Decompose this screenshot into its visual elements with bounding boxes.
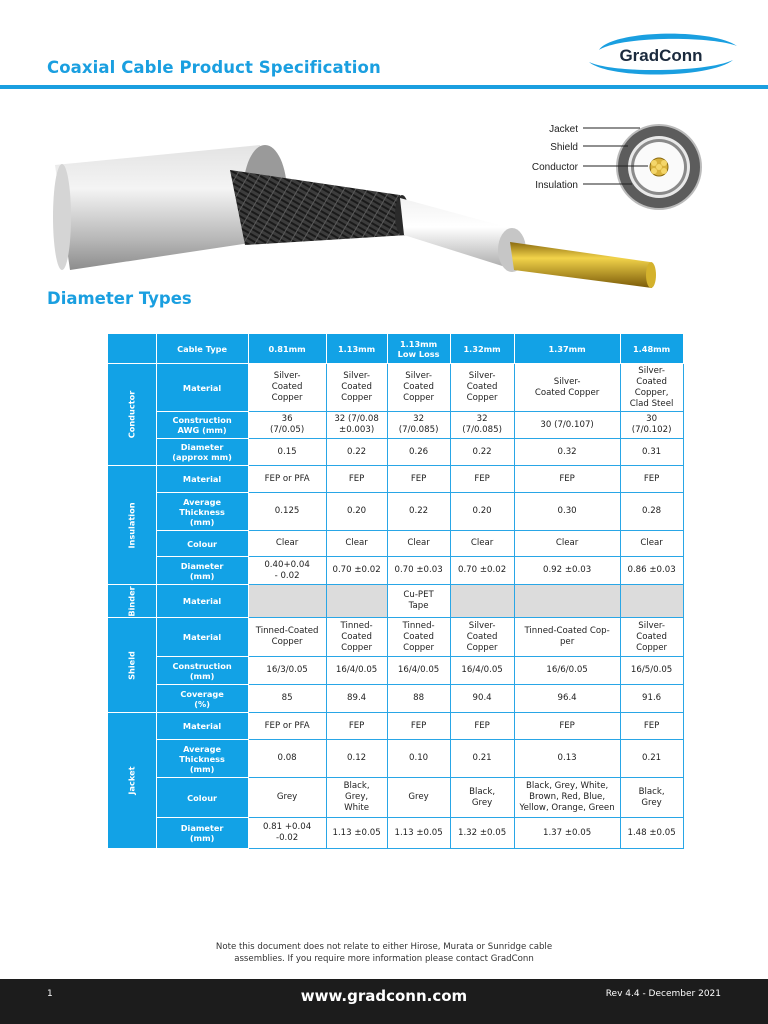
header-rule [0,85,768,89]
group-label-text: Jacket [126,766,137,795]
table-row [108,778,684,818]
table-cell: 89.4 [326,685,387,713]
table-cell: 0.70 ±0.02 [450,557,514,585]
label-insulation: Insulation [535,180,578,191]
table-cell: 1.13 ±0.05 [326,818,387,849]
table-cell: 0.15 [248,439,326,466]
table-cell: Silver- Coated Copper [620,618,683,657]
table-cell: Clear [248,531,326,557]
table-row [108,713,684,740]
table-cell: Silver- Coated Copper [387,364,450,412]
table-row [108,439,684,466]
row-label: Coverage (%) [156,685,248,713]
table-cell: 90.4 [450,685,514,713]
table-cell: 0.30 [514,493,620,531]
table-cell: FEP or PFA [248,713,326,740]
table-cell: Black, Grey [450,778,514,818]
table-cell: FEP [620,713,683,740]
table-cell: Grey [248,778,326,818]
table-cell: 1.37 ±0.05 [514,818,620,849]
group-label-shield [108,618,157,713]
row-label: Material [156,466,248,493]
table-cell: Clear [326,531,387,557]
table-cell: 0.125 [248,493,326,531]
group-label-text: Binder [126,585,137,617]
table-cell [450,585,514,618]
table-cell: Tinned- Coated Copper [326,618,387,657]
table-header-row [108,334,684,364]
header-col: 1.32mm [450,334,514,364]
table-cell: 85 [248,685,326,713]
table-cell: FEP [450,466,514,493]
group-label-text: Conductor [126,390,137,439]
table-cell: 1.48 ±0.05 [620,818,683,849]
table-row [108,364,684,412]
table-cell: Grey [387,778,450,818]
table-cell [326,585,387,618]
group-label-binder [108,585,157,618]
table-row [108,466,684,493]
diameter-spec-table [107,333,684,849]
table-cell: FEP [450,713,514,740]
header-col: 1.48mm [620,334,683,364]
table-cell [248,585,326,618]
row-label: Diameter (mm) [156,557,248,585]
table-cell: 36 (7/0.05) [248,412,326,439]
table-cell: Black, Grey, White [326,778,387,818]
table-cell: 96.4 [514,685,620,713]
header-corner [108,334,157,364]
group-label-text: Shield [126,650,137,680]
table-row [108,412,684,439]
table-cell [514,585,620,618]
table-cell: 16/3/0.05 [248,657,326,685]
table-cell: Silver- Coated Copper, Clad Steel [620,364,683,412]
row-label: Average Thickness (mm) [156,493,248,531]
website-link[interactable]: www.gradconn.com [300,987,468,1005]
table-cell: Tinned-Coated Copper [248,618,326,657]
footer-bar [0,979,768,1024]
table-cell: FEP [514,466,620,493]
row-label: Material [156,713,248,740]
table-cell: 1.32 ±0.05 [450,818,514,849]
label-conductor: Conductor [531,162,578,173]
table-cell: FEP or PFA [248,466,326,493]
document-title: Coaxial Cable Product Specification [47,58,381,77]
table-cell: 0.92 ±0.03 [514,557,620,585]
table-cell: 1.13 ±0.05 [387,818,450,849]
row-label: Material [156,585,248,618]
row-label: Construction AWG (mm) [156,412,248,439]
row-label: Diameter (mm) [156,818,248,849]
table-cell: Cu-PET Tape [387,585,450,618]
cable-illustration [40,110,740,300]
table-cell: 30 (7/0.102) [620,412,683,439]
table-row [108,557,684,585]
table-cell: 91.6 [620,685,683,713]
table-cell: Clear [620,531,683,557]
table-row [108,618,684,657]
table-cell: 16/4/0.05 [387,657,450,685]
table-cell: 0.26 [387,439,450,466]
logo-text: GradConn [619,46,703,65]
table-cell [620,585,683,618]
header-col: 1.13mm [326,334,387,364]
table-cell: 30 (7/0.107) [514,412,620,439]
row-label: Colour [156,531,248,557]
table-cell: Clear [514,531,620,557]
table-cell: 32 (7/0.085) [387,412,450,439]
header-cable-type: Cable Type [156,334,248,364]
table-cell: 0.20 [450,493,514,531]
table-cell: FEP [387,466,450,493]
table-cell: Tinned- Coated Copper [387,618,450,657]
table-cell: Silver- Coated Copper [450,364,514,412]
table-cell: 0.22 [326,439,387,466]
table-cell: Silver- Coated Copper [248,364,326,412]
table-cell: 0.08 [248,740,326,778]
label-jacket: Jacket [549,124,578,135]
group-label-jacket [108,713,157,849]
table-cell: FEP [514,713,620,740]
table-cell: Clear [450,531,514,557]
table-cell: FEP [326,713,387,740]
table-cell: Silver- Coated Copper [514,364,620,412]
table-cell: Silver- Coated Copper [326,364,387,412]
page-number: 1 [47,989,53,999]
table-row [108,657,684,685]
group-label-conductor [108,364,157,466]
row-label: Diameter (approx mm) [156,439,248,466]
disclaimer-note: Note this document does not relate to either Hirose, Murata or Sunridge cable assemblies. If you require more information please contact GradConn [215,942,553,964]
table-cell: 0.32 [514,439,620,466]
table-cell: Black, Grey [620,778,683,818]
row-label: Construction (mm) [156,657,248,685]
table-cell: Clear [387,531,450,557]
table-cell: FEP [620,466,683,493]
table-row [108,740,684,778]
table-cell: 0.40+0.04 - 0.02 [248,557,326,585]
table-cell: 0.81 +0.04 -0.02 [248,818,326,849]
table-cell: 16/4/0.05 [450,657,514,685]
table-row [108,818,684,849]
table-row [108,493,684,531]
section-title: Diameter Types [47,289,192,308]
group-label-insulation [108,466,157,585]
table-cell: Black, Grey, White, Brown, Red, Blue, Yellow, Orange, Green [514,778,620,818]
table-cell: 32 (7/0.085) [450,412,514,439]
group-label-text: Insulation [126,501,137,549]
table-cell: 0.22 [450,439,514,466]
table-cell: 16/4/0.05 [326,657,387,685]
label-shield: Shield [550,142,578,153]
table-cell: 0.21 [620,740,683,778]
table-row [108,531,684,557]
table-row [108,585,684,618]
table-cell: 0.21 [450,740,514,778]
table-cell: 0.10 [387,740,450,778]
table-cell: 0.22 [387,493,450,531]
table-cell: FEP [387,713,450,740]
table-cell: 0.28 [620,493,683,531]
row-label: Average Thickness (mm) [156,740,248,778]
table-cell: 16/5/0.05 [620,657,683,685]
table-cell: 0.31 [620,439,683,466]
gradconn-logo [581,28,741,80]
table-cell: 0.12 [326,740,387,778]
table-cell: FEP [326,466,387,493]
table-cell: 16/6/0.05 [514,657,620,685]
table-cell: 88 [387,685,450,713]
table-row [108,685,684,713]
table-cell: 32 (7/0.08 ±0.003) [326,412,387,439]
table-cell: 0.70 ±0.03 [387,557,450,585]
table-cell: 0.86 ±0.03 [620,557,683,585]
table-cell: 0.70 ±0.02 [326,557,387,585]
table-cell: 0.20 [326,493,387,531]
table-cell: 0.13 [514,740,620,778]
row-label: Material [156,618,248,657]
header-col: 1.37mm [514,334,620,364]
revision-label: Rev 4.4 - December 2021 [605,989,721,999]
row-label: Material [156,364,248,412]
table-cell: Tinned-Coated Cop- per [514,618,620,657]
table-cell: Silver- Coated Copper [450,618,514,657]
row-label: Colour [156,778,248,818]
header-col: 1.13mm Low Loss [387,334,450,364]
header-col: 0.81mm [248,334,326,364]
